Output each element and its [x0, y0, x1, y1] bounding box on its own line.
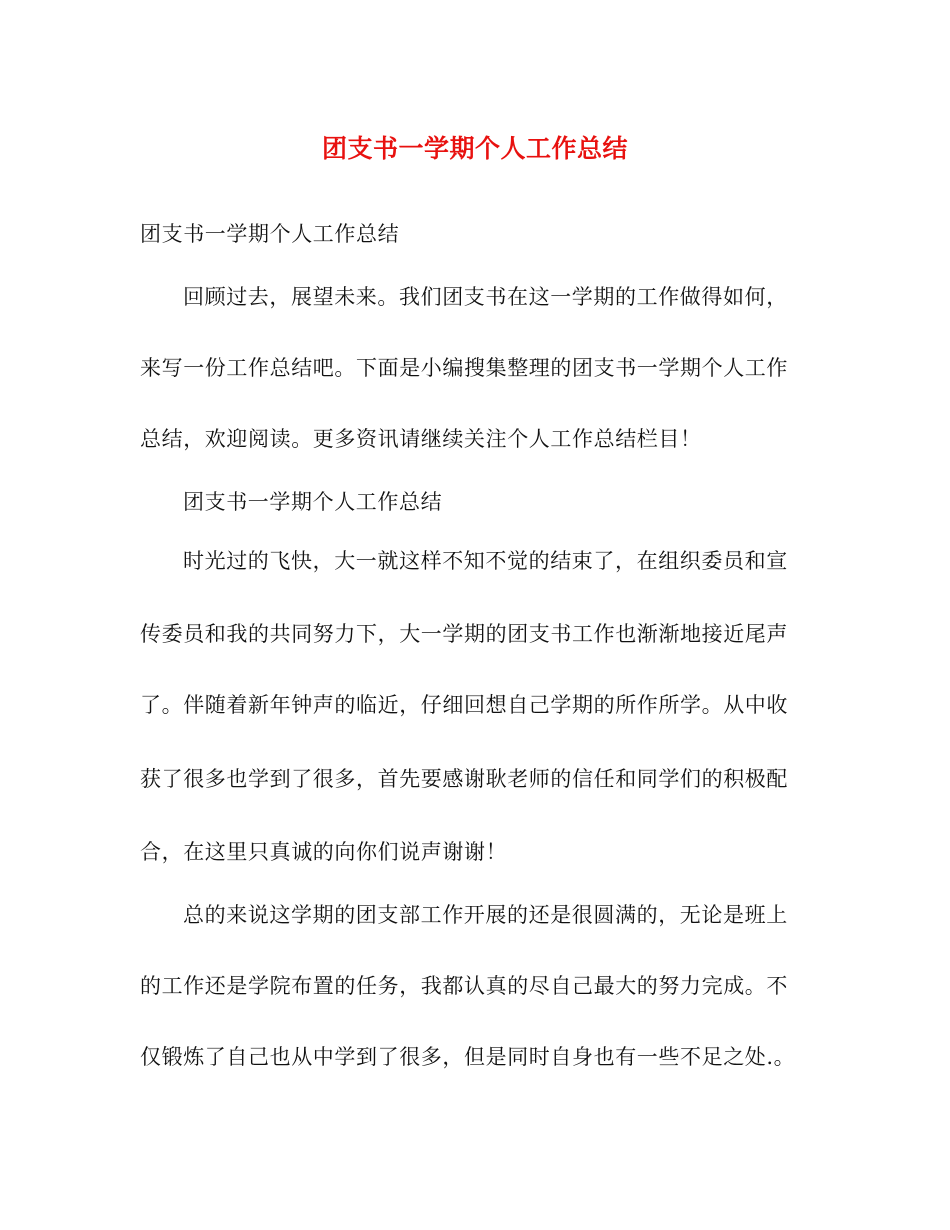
paragraph-line: 回顾过去，展望未来。我们团支书在这一学期的工作做得如何，	[183, 285, 788, 309]
paragraph-line: 仅锻炼了自己也从中学到了很多，但是同时自身也有一些不足之处.。	[140, 1045, 796, 1069]
paragraph-line: 来写一份工作总结吧。下面是小编搜集整理的团支书一学期个人工作	[140, 356, 788, 380]
paragraph-line: 了。伴随着新年钟声的临近，仔细回想自己学期的所作所学。从中收	[140, 693, 788, 717]
paragraph-line: 合，在这里只真诚的向你们说声谢谢！	[140, 840, 508, 864]
paragraph-line: 传委员和我的共同努力下，大一学期的团支书工作也渐渐地接近尾声	[140, 622, 788, 646]
document-title: 团支书一学期个人工作总结	[321, 134, 628, 163]
subtitle-line: 团支书一学期个人工作总结	[140, 222, 400, 246]
section-heading-line: 团支书一学期个人工作总结	[183, 490, 443, 514]
paragraph-line: 总的来说这学期的团支部工作开展的还是很圆满的，无论是班上	[183, 903, 788, 927]
paragraph-line: 总结，欢迎阅读。更多资讯请继续关注个人工作总结栏目！	[140, 427, 702, 451]
paragraph-line: 的工作还是学院布置的任务，我都认真的尽自己最大的努力完成。不	[140, 974, 788, 998]
paragraph-line: 获了很多也学到了很多，首先要感谢耿老师的信任和同学们的积极配	[140, 767, 788, 791]
paragraph-line: 时光过的飞快，大一就这样不知不觉的结束了，在组织委员和宣	[183, 549, 788, 573]
